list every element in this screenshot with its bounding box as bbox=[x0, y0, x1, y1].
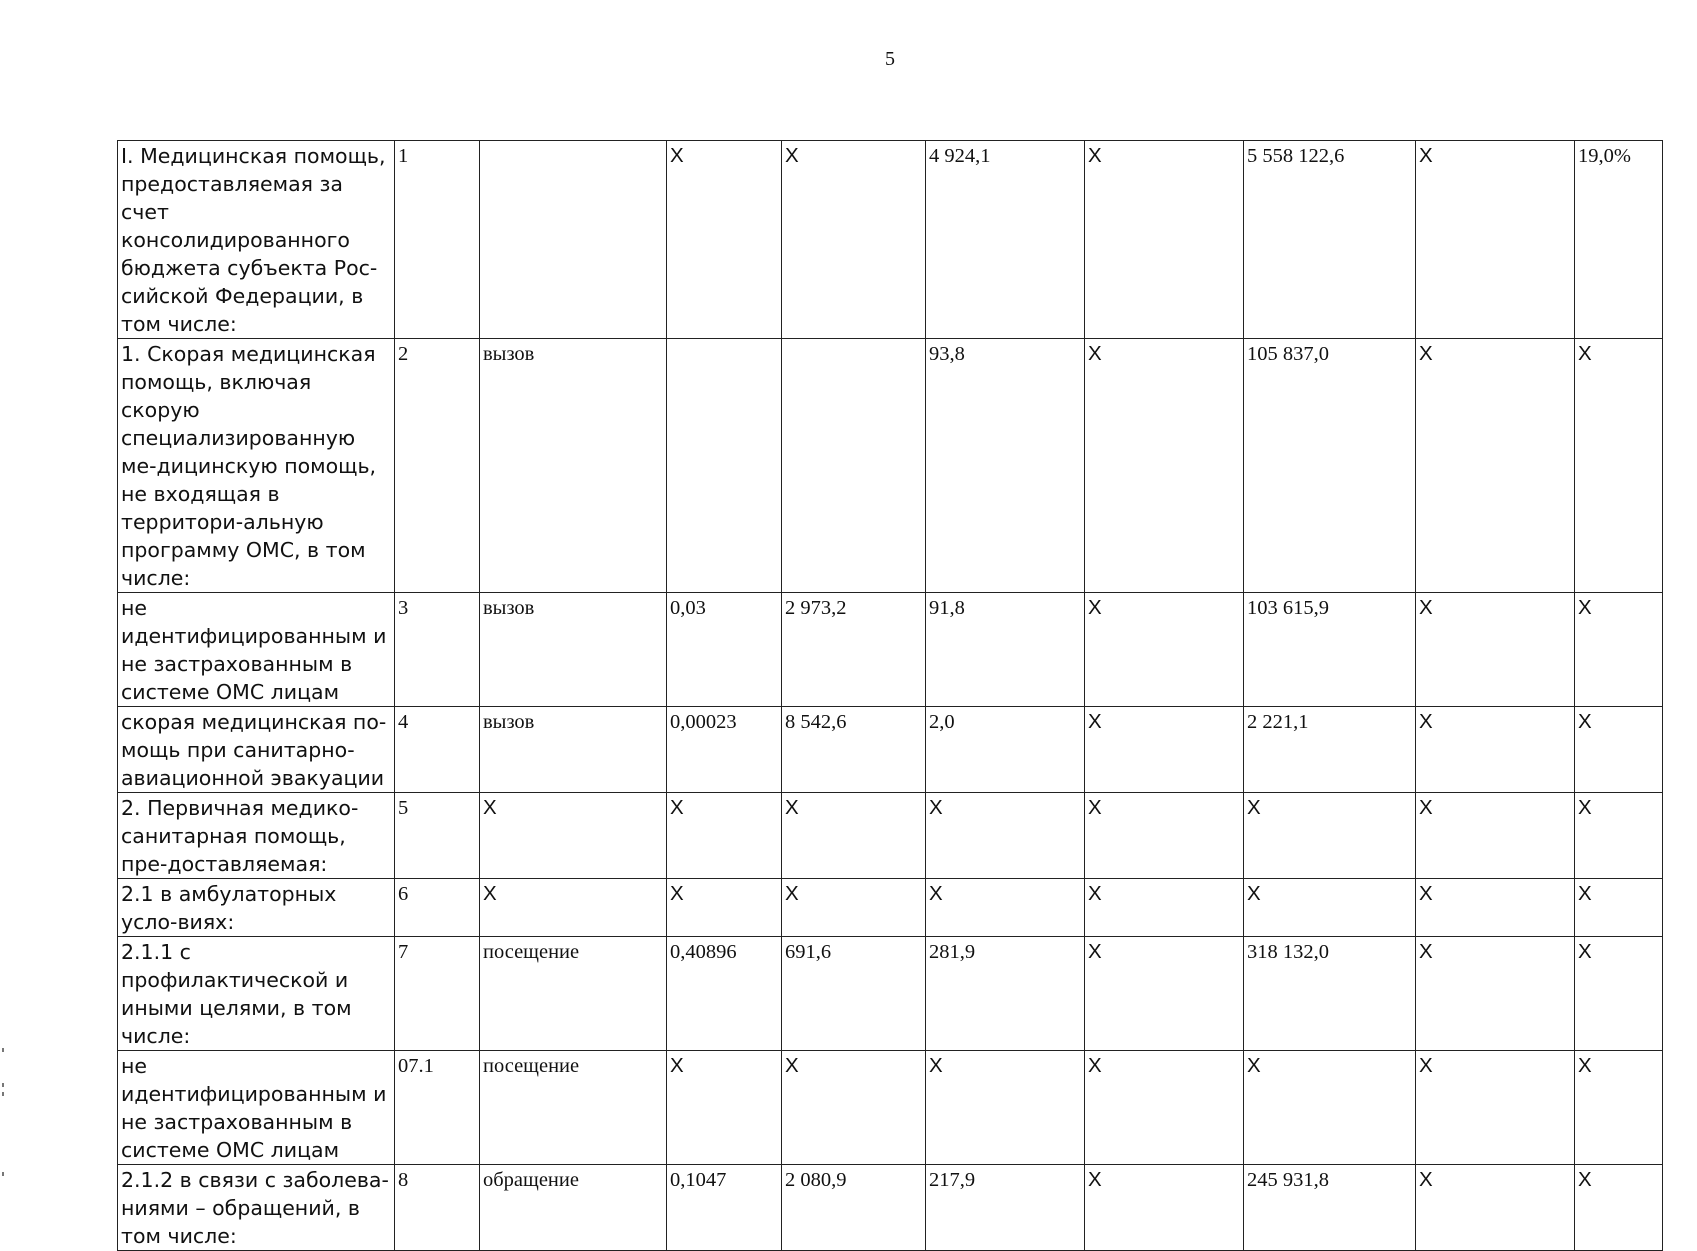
norm-volume-cell: X bbox=[667, 141, 782, 339]
per-capita-oms-cell: X bbox=[1085, 793, 1244, 879]
share-percent-cell: X bbox=[1575, 339, 1663, 593]
per-capita-oms-cell: X bbox=[1085, 707, 1244, 793]
line-number-cell: 7 bbox=[395, 937, 480, 1051]
total-oms-cell: X bbox=[1416, 937, 1575, 1051]
per-capita-oms-cell: X bbox=[1085, 593, 1244, 707]
scan-mark bbox=[2, 1092, 4, 1096]
norm-volume-cell: 0,40896 bbox=[667, 937, 782, 1051]
row-name-cell: I. Медицинская помощь, предоставляемая за счет консолидированного бюджета субъекта Рос-сийской Федерации, в том числе: bbox=[118, 141, 395, 339]
norm-volume-cell: X bbox=[667, 1051, 782, 1165]
unit-cell: обращение bbox=[480, 1165, 667, 1251]
total-oms-cell: X bbox=[1416, 793, 1575, 879]
norm-volume-cell: 0,1047 bbox=[667, 1165, 782, 1251]
row-name-cell: 2.1.2 в связи с заболева-ниями – обращений, в том числе: bbox=[118, 1165, 395, 1251]
page-number: 5 bbox=[885, 48, 895, 70]
table-row bbox=[118, 141, 1663, 339]
norm-volume-cell bbox=[667, 339, 782, 593]
total-oms-cell: X bbox=[1416, 593, 1575, 707]
line-number-cell: 5 bbox=[395, 793, 480, 879]
total-budget-cell: 245 931,8 bbox=[1244, 1165, 1416, 1251]
line-number-cell: 6 bbox=[395, 879, 480, 937]
total-budget-cell: X bbox=[1244, 1051, 1416, 1165]
per-capita-budget-cell: 91,8 bbox=[926, 593, 1085, 707]
unit-cell: вызов bbox=[480, 593, 667, 707]
per-capita-oms-cell: X bbox=[1085, 339, 1244, 593]
norm-volume-cell: 0,03 bbox=[667, 593, 782, 707]
share-percent-cell: X bbox=[1575, 707, 1663, 793]
norm-cost-cell: 2 973,2 bbox=[782, 593, 926, 707]
row-name-cell: не идентифицированным и не застрахованным в системе ОМС лицам bbox=[118, 1051, 395, 1165]
unit-cell: посещение bbox=[480, 937, 667, 1051]
per-capita-oms-cell: X bbox=[1085, 937, 1244, 1051]
total-oms-cell: X bbox=[1416, 879, 1575, 937]
norm-volume-cell: 0,00023 bbox=[667, 707, 782, 793]
row-name-cell: скорая медицинская по-мощь при санитарно-авиационной эвакуации bbox=[118, 707, 395, 793]
per-capita-budget-cell: 4 924,1 bbox=[926, 141, 1085, 339]
row-name-cell: 2.1.1 с профилактической и иными целями, в том числе: bbox=[118, 937, 395, 1051]
unit-cell: X bbox=[480, 793, 667, 879]
total-oms-cell: X bbox=[1416, 339, 1575, 593]
per-capita-budget-cell: 2,0 bbox=[926, 707, 1085, 793]
table-row bbox=[118, 793, 1663, 879]
share-percent-cell: X bbox=[1575, 937, 1663, 1051]
per-capita-budget-cell: 217,9 bbox=[926, 1165, 1085, 1251]
share-percent-cell: X bbox=[1575, 793, 1663, 879]
line-number-cell: 1 bbox=[395, 141, 480, 339]
share-percent-cell: X bbox=[1575, 1051, 1663, 1165]
scan-mark bbox=[2, 1083, 4, 1087]
total-budget-cell: 318 132,0 bbox=[1244, 937, 1416, 1051]
total-oms-cell: X bbox=[1416, 141, 1575, 339]
total-budget-cell: 103 615,9 bbox=[1244, 593, 1416, 707]
per-capita-budget-cell: 93,8 bbox=[926, 339, 1085, 593]
line-number-cell: 2 bbox=[395, 339, 480, 593]
table-row bbox=[118, 593, 1663, 707]
scan-mark bbox=[2, 1172, 4, 1176]
share-percent-cell: 19,0% bbox=[1575, 141, 1663, 339]
norm-cost-cell: X bbox=[782, 141, 926, 339]
norm-cost-cell: X bbox=[782, 879, 926, 937]
share-percent-cell: X bbox=[1575, 879, 1663, 937]
table-row bbox=[118, 1051, 1663, 1165]
total-budget-cell: 2 221,1 bbox=[1244, 707, 1416, 793]
funding-table bbox=[117, 140, 1663, 1251]
row-name-cell: не идентифицированным и не застрахованным в системе ОМС лицам bbox=[118, 593, 395, 707]
row-name-cell: 2.1 в амбулаторных усло-виях: bbox=[118, 879, 395, 937]
per-capita-oms-cell: X bbox=[1085, 1051, 1244, 1165]
line-number-cell: 3 bbox=[395, 593, 480, 707]
total-budget-cell: 5 558 122,6 bbox=[1244, 141, 1416, 339]
unit-cell: посещение bbox=[480, 1051, 667, 1165]
unit-cell: вызов bbox=[480, 707, 667, 793]
unit-cell bbox=[480, 141, 667, 339]
norm-cost-cell: 2 080,9 bbox=[782, 1165, 926, 1251]
total-oms-cell: X bbox=[1416, 707, 1575, 793]
per-capita-oms-cell: X bbox=[1085, 141, 1244, 339]
per-capita-oms-cell: X bbox=[1085, 879, 1244, 937]
norm-cost-cell: 691,6 bbox=[782, 937, 926, 1051]
norm-volume-cell: X bbox=[667, 879, 782, 937]
per-capita-budget-cell: X bbox=[926, 1051, 1085, 1165]
norm-volume-cell: X bbox=[667, 793, 782, 879]
norm-cost-cell: X bbox=[782, 793, 926, 879]
norm-cost-cell: 8 542,6 bbox=[782, 707, 926, 793]
share-percent-cell: X bbox=[1575, 1165, 1663, 1251]
total-oms-cell: X bbox=[1416, 1051, 1575, 1165]
table-row bbox=[118, 339, 1663, 593]
table-row bbox=[118, 707, 1663, 793]
table-row bbox=[118, 1165, 1663, 1251]
line-number-cell: 07.1 bbox=[395, 1051, 480, 1165]
row-name-cell: 1. Скорая медицинская помощь, включая скорую специализированную ме-дицинскую помощь, не входящая в территори-альную программу ОМС, в том числе: bbox=[118, 339, 395, 593]
line-number-cell: 8 bbox=[395, 1165, 480, 1251]
total-budget-cell: X bbox=[1244, 793, 1416, 879]
per-capita-budget-cell: 281,9 bbox=[926, 937, 1085, 1051]
table-row bbox=[118, 937, 1663, 1051]
total-oms-cell: X bbox=[1416, 1165, 1575, 1251]
unit-cell: вызов bbox=[480, 339, 667, 593]
per-capita-budget-cell: X bbox=[926, 879, 1085, 937]
total-budget-cell: X bbox=[1244, 879, 1416, 937]
per-capita-oms-cell: X bbox=[1085, 1165, 1244, 1251]
share-percent-cell: X bbox=[1575, 593, 1663, 707]
line-number-cell: 4 bbox=[395, 707, 480, 793]
norm-cost-cell: X bbox=[782, 1051, 926, 1165]
total-budget-cell: 105 837,0 bbox=[1244, 339, 1416, 593]
unit-cell: X bbox=[480, 879, 667, 937]
scan-mark bbox=[2, 1048, 4, 1052]
table-row bbox=[118, 879, 1663, 937]
per-capita-budget-cell: X bbox=[926, 793, 1085, 879]
norm-cost-cell bbox=[782, 339, 926, 593]
row-name-cell: 2. Первичная медико-санитарная помощь, пре-доставляемая: bbox=[118, 793, 395, 879]
